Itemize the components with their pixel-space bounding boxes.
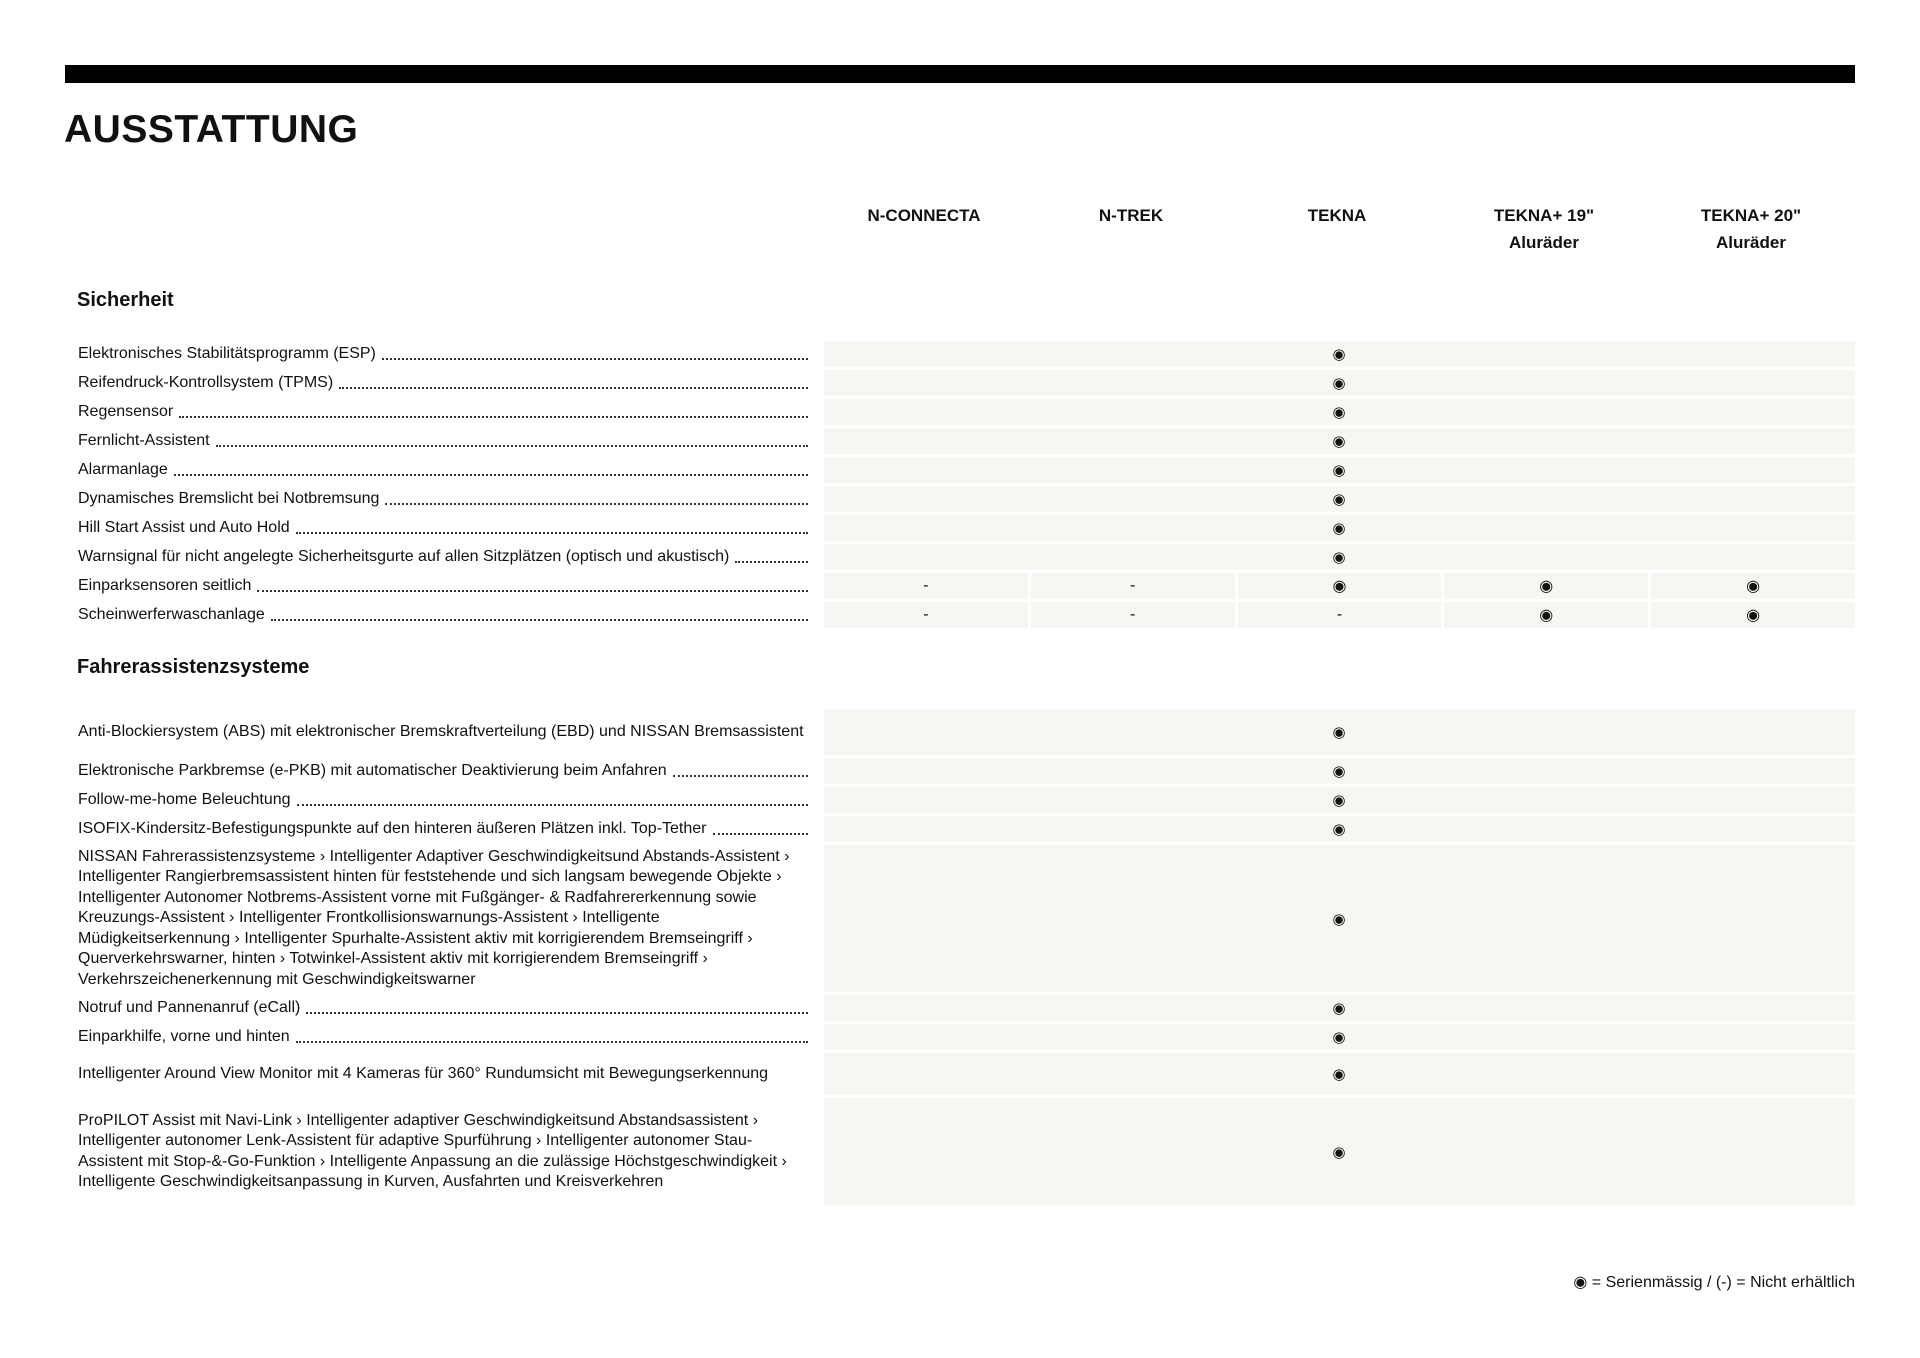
section-title: Fahrerassistenzsysteme [77,656,310,678]
table-row [0,428,1855,454]
table-row [0,370,1855,396]
feature-label [78,845,808,992]
standard-icon: ◉ [1332,462,1346,479]
feature-label [78,573,808,599]
dotted-leader [179,416,808,418]
feature-label-text: Fernlicht-Assistent [78,431,210,449]
feature-label-text: Anti-Blockiersystem (ABS) mit elektronischer Bremskraftverteilung (EBD) und NISSAN Bremsassistent [78,722,804,740]
not-available-mark: - [824,573,1028,599]
dotted-leader [271,619,808,621]
value-cell-all-trims [824,758,1855,784]
standard-icon: ◉ [1332,549,1346,566]
table-row [0,341,1855,367]
feature-label [78,457,808,483]
column-header-line1: TEKNA+ 20" [1700,206,1802,225]
feature-label [78,341,808,367]
table-row [0,602,1855,628]
feature-label-text: Warnsignal für nicht angelegte Sicherheitsgurte auf allen Sitzplätzen (optisch und akustisch) [78,547,730,565]
feature-label-text: Einparkhilfe, vorne und hinten [78,1027,290,1045]
standard-icon: ◉ [1238,573,1442,599]
column-header-line1: N-TREK [1098,206,1164,225]
feature-label-text: Elektronisches Stabilitätsprogramm (ESP) [78,344,376,362]
table-row [0,845,1855,992]
table-row [0,486,1855,512]
standard-icon: ◉ [1332,724,1346,741]
feature-label-text: Intelligenter Around View Monitor mit 4 Kameras für 360° Rundumsicht mit Bewegungserkennung [78,1064,769,1082]
standard-icon: ◉ [1332,792,1346,809]
feature-label [78,486,808,512]
feature-label [78,816,808,842]
standard-icon: ◉ [1332,1066,1346,1083]
standard-icon: ◉ [1332,375,1346,392]
standard-icon: ◉ [1332,1143,1346,1161]
column-header-line2: Aluräder [1716,233,1786,252]
not-available-mark: - [1238,602,1442,628]
standard-icon: ◉ [1332,433,1346,450]
feature-label-text: ISOFIX-Kindersitz-Befestigungspunkte auf den hinteren äußeren Plätzen inkl. Top-Tether [78,819,707,837]
column-header [1648,202,1854,256]
table-row [0,1024,1855,1050]
column-header-line1: N-CONNECTA [867,206,981,225]
feature-label [78,1053,808,1095]
feature-label [78,602,808,628]
feature-label-text: Regensensor [78,402,174,420]
value-cell-all-trims [824,399,1855,425]
table-row [0,995,1855,1021]
table-row [0,1098,1855,1205]
feature-label-text: NISSAN Fahrerassistenzsysteme › Intelligenter Adaptiver Geschwindigkeitsund Abstands-Assistent › Intelligenter Rangierbremsassistent hinten für feststehende und sich langsam bewegende Objekte › Intelligenter Autonomer Notbrems-Assistent vorne mit Fußgänger- & Radfahrererkennung sowie Kreuzungs-Assistent › Intelligenter Frontkollisionswarnungs-Assistent › Intelligente Müdigkeitserkennung › Intelligenter Spurhalte-Assistent aktiv mit korrigierendem Bremseingriff › Querverkehrswarner, hinten › Totwinkel-Assistent aktiv mit korrigierendem Bremseingriff › Verkehrszeichenerkennung mit Geschwindigkeitswarner [78,847,790,988]
feature-label [78,515,808,541]
value-cell-all-trims [824,370,1855,396]
feature-table-sicherheit [0,341,1855,631]
feature-label [78,709,808,755]
value-cells [824,573,1855,599]
feature-label-text: Alarmanlage [78,460,168,478]
column-header-line2: Aluräder [1509,233,1579,252]
dotted-leader [673,775,808,777]
column-header [821,202,1027,229]
value-cells [824,602,1855,628]
value-cell-all-trims [824,845,1855,992]
dotted-leader [735,561,808,563]
dotted-leader [297,804,808,806]
value-cell-all-trims [824,1098,1855,1205]
table-row [0,544,1855,570]
standard-icon: ◉ [1332,821,1346,838]
dotted-leader [382,358,808,360]
not-available-mark: - [1031,573,1235,599]
dotted-leader [713,833,809,835]
standard-icon: ◉ [1651,602,1855,628]
header-bar [65,65,1855,83]
not-available-mark: - [824,602,1028,628]
standard-icon: ◉ [1651,573,1855,599]
feature-label-text: ProPILOT Assist mit Navi-Link › Intelligenter adaptiver Geschwindigkeitsund Abstandsassistent › Intelligenter autonomer Lenk-Assistent für adaptive Spurführung › Intelligenter autonomer Stau-Assistent mit Stop-&-Go-Funktion › Intelligente Anpassung an die zulässige Höchstgeschwindigkeit › Intelligente Geschwindigkeitsanpassung in Kurven, Ausfahrten und Kreisverkehren [78,1111,787,1190]
feature-label [78,995,808,1021]
dotted-leader [306,1012,808,1014]
value-cell-all-trims [824,787,1855,813]
page-title: AUSSTATTUNG [64,108,359,151]
column-header-line1: TEKNA+ 19" [1493,206,1595,225]
feature-label [78,1024,808,1050]
value-cell-all-trims [824,341,1855,367]
dotted-leader [339,387,808,389]
value-cell-all-trims [824,1053,1855,1095]
table-row [0,515,1855,541]
table-row [0,1053,1855,1095]
standard-icon: ◉ [1332,520,1346,537]
dotted-leader [385,503,808,505]
dotted-leader [174,474,808,476]
not-available-mark: - [1031,602,1235,628]
standard-icon: ◉ [1444,573,1648,599]
table-row [0,709,1855,755]
feature-label [78,428,808,454]
feature-label [78,399,808,425]
table-row [0,573,1855,599]
value-cell-all-trims [824,995,1855,1021]
table-row [0,399,1855,425]
value-cell-all-trims [824,544,1855,570]
feature-table-fahrerassistenz [0,709,1855,1208]
column-header [1441,202,1647,256]
dotted-leader [296,532,808,534]
feature-label-text: Notruf und Pannenanruf (eCall) [78,998,301,1016]
feature-label [78,1098,808,1205]
value-cell-all-trims [824,515,1855,541]
feature-label-text: Reifendruck-Kontrollsystem (TPMS) [78,373,334,391]
feature-label-text: Dynamisches Bremslicht bei Notbremsung [78,489,380,507]
dotted-leader [296,1041,808,1043]
feature-label [78,370,808,396]
value-cell-all-trims [824,457,1855,483]
standard-icon: ◉ [1332,346,1346,363]
feature-label [78,758,808,784]
feature-label-text: Elektronische Parkbremse (e-PKB) mit automatischer Deaktivierung beim Anfahren [78,761,667,779]
value-cell-all-trims [824,486,1855,512]
feature-label [78,787,808,813]
feature-label-text: Follow-me-home Beleuchtung [78,790,291,808]
legend: ◉ = Serienmässig / (-) = Nicht erhältlich [1573,1274,1855,1291]
dotted-leader [216,445,808,447]
standard-icon: ◉ [1332,404,1346,421]
feature-label [78,544,808,570]
table-row [0,816,1855,842]
table-row [0,758,1855,784]
feature-label-text: Hill Start Assist und Auto Hold [78,518,290,536]
standard-icon: ◉ [1444,602,1648,628]
dotted-leader [257,590,808,592]
feature-label-text: Einparksensoren seitlich [78,576,252,594]
standard-icon: ◉ [1332,910,1346,928]
standard-icon: ◉ [1332,491,1346,508]
table-row [0,457,1855,483]
value-cell-all-trims [824,1024,1855,1050]
value-cell-all-trims [824,428,1855,454]
value-cell-all-trims [824,816,1855,842]
standard-icon: ◉ [1332,763,1346,780]
standard-icon: ◉ [1332,1000,1346,1017]
table-row [0,787,1855,813]
section-title: Sicherheit [77,289,174,311]
value-cell-all-trims [824,709,1855,755]
feature-label-text: Scheinwerferwaschanlage [78,605,265,623]
standard-icon: ◉ [1332,1029,1346,1046]
column-header [1234,202,1440,229]
column-header [1028,202,1234,229]
column-header-line1: TEKNA [1307,206,1367,225]
